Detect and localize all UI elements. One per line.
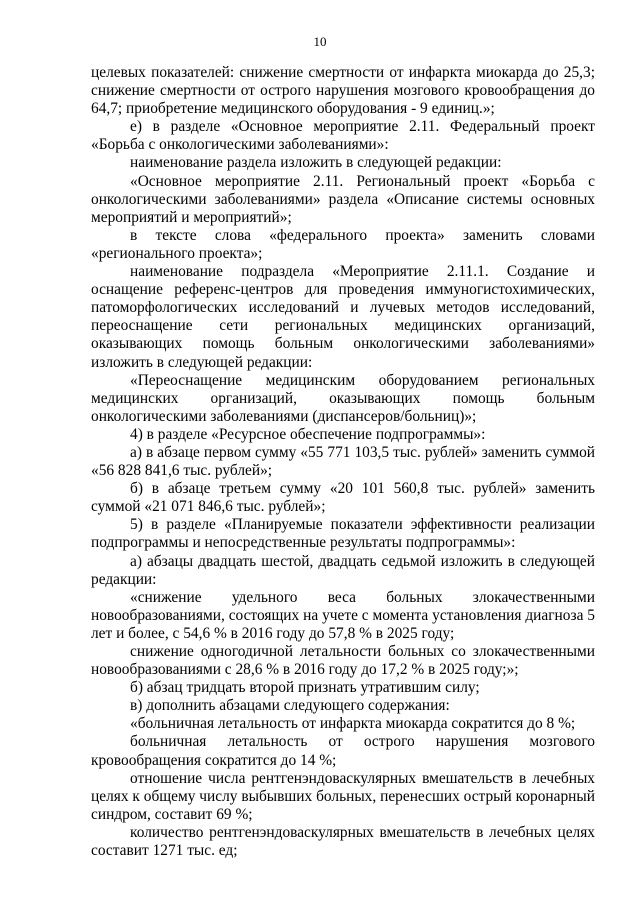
document-body [91, 64, 595, 860]
paragraph: наименование раздела изложить в следующей редакции: [130, 154, 502, 172]
paragraph: снижение одногодичной летальности больных со злокачественными новообразованиями с 28,6 % в 2016 году до 17,2 % в 2025 году;»; [91, 643, 595, 679]
paragraph: наименование подраздела «Мероприятие 2.11.1. Создание и оснащение референс-центров для проведения иммуногистохимических, патоморфологических исследований и лучевых методов исследований, переоснащение сети региональных медицинских организаций, оказывающих помощь больным онкологическими заболеваниями» изложить в следующей редакции: [91, 263, 595, 371]
paragraph: 5) в разделе «Планируемые показатели эффективности реализации подпрограммы и непосредственные результаты подпрограммы»: [91, 516, 595, 552]
paragraph: количество рентгенэндоваскулярных вмешательств в лечебных целях составит 1271 тыс. ед; [91, 823, 595, 860]
paragraph: отношение числа рентгенэндоваскулярных вмешательств в лечебных целях к общему числу выбывших больных, перенесших острый коронарный синдром, составит 69 %; [91, 769, 595, 823]
paragraph: в) дополнить абзацами следующего содержания: [130, 697, 450, 715]
paragraph: «Основное мероприятие 2.11. Региональный проект «Борьба с онкологическими заболеваниями» раздела «Описание системы основных мероприятий и мероприятий»; [91, 172, 595, 226]
paragraph: а) в абзаце первом сумму «55 771 103,5 тыс. рублей» заменить суммой «56 828 841,6 тыс. рублей»; [91, 443, 595, 480]
paragraph: «больничная летальность от инфаркта миокарда сократится до 8 %; [130, 715, 576, 733]
paragraph: целевых показателей: снижение смертности от инфаркта миокарда до 25,3; снижение смертности от острого нарушения мозгового кровообращения до 64,7; приобретение медицинского оборудования - 9 единиц.»; [91, 64, 595, 118]
paragraph: 4) в разделе «Ресурсное обеспечение подпрограммы»: [130, 425, 486, 443]
page-number: 10 [313, 34, 327, 49]
paragraph: б) в абзаце третьем сумму «20 101 560,8 тыс. рублей» заменить суммой «21 071 846,6 тыс. рублей»; [91, 480, 595, 516]
paragraph: «Переоснащение медицинским оборудованием региональных медицинских организаций, оказывающих помощь больным онкологическими заболеваниями (диспансеров/больниц)»; [91, 371, 595, 425]
paragraph: е) в разделе «Основное мероприятие 2.11. Федеральный проект «Борьба с онкологическими заболеваниями»: [91, 118, 595, 154]
paragraph: больничная летальность от острого нарушения мозгового кровообращения сократится до 14 %; [91, 733, 595, 769]
paragraph: «снижение удельного веса больных злокачественными новообразованиями, состоящих на учете с момента установления диагноза 5 лет и более, с 54,6 % в 2016 году до 57,8 % в 2025 году; [91, 588, 595, 642]
paragraph: а) абзацы двадцать шестой, двадцать седьмой изложить в следующей редакции: [91, 552, 595, 588]
paragraph: в тексте слова «федерального проекта» заменить словами «регионального проекта»; [91, 226, 595, 262]
paragraph: б) абзац тридцать второй признать утратившим силу; [130, 679, 480, 697]
